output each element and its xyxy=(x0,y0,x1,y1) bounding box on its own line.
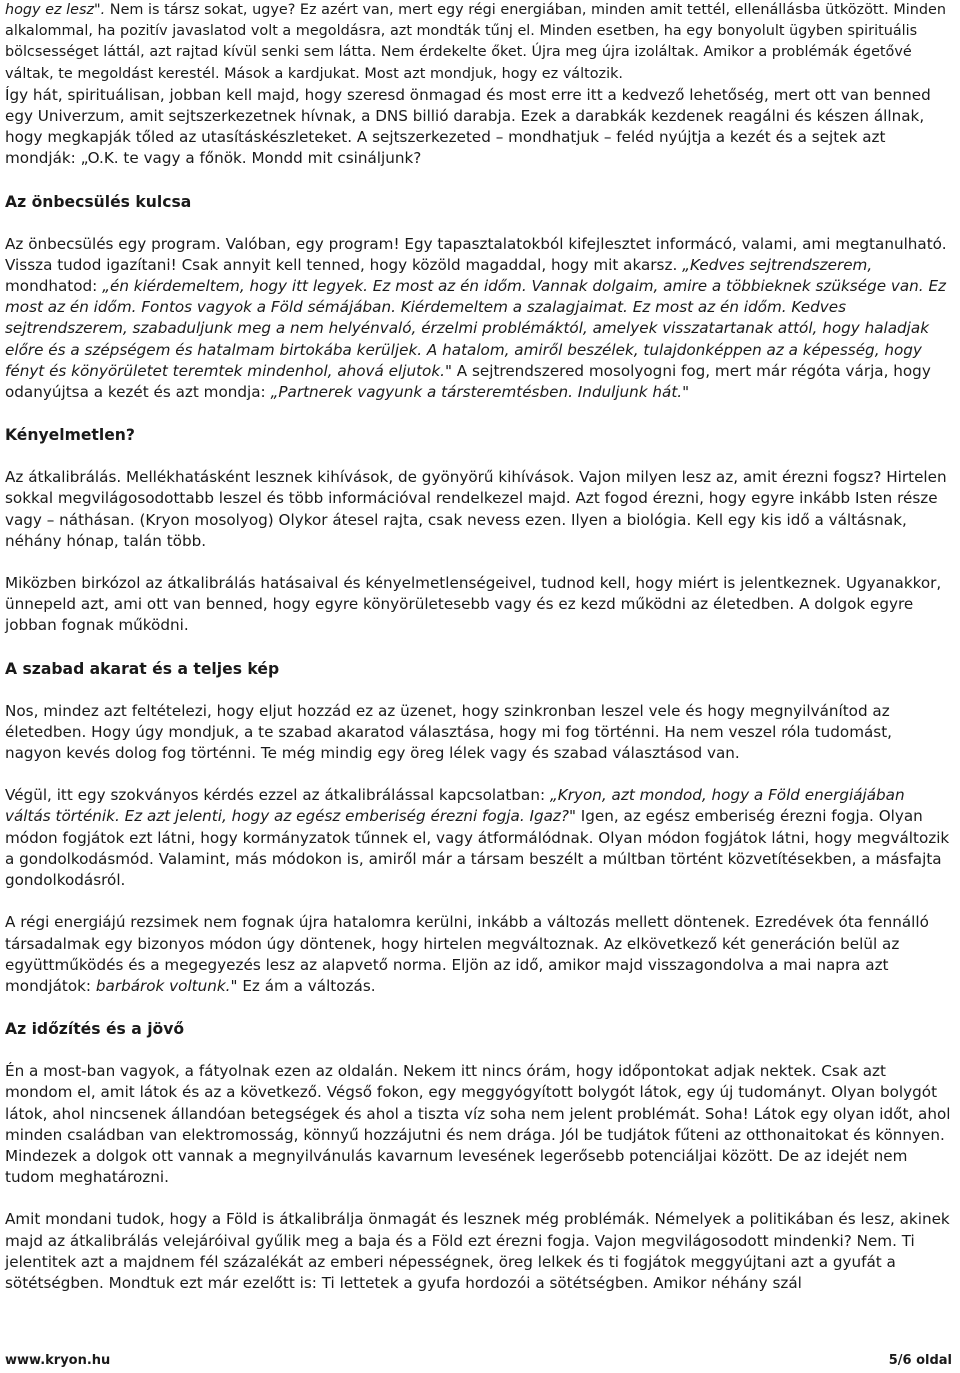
page-footer xyxy=(5,1353,952,1368)
self-esteem-text-1: Az önbecsülés egy program. Valóban, egy program! Egy tapasztalatokból kifejlesztet informácó, valami, ami megtanulható. Vissza tudod igazítani! Csak annyit kell tenned, hogy közöld magaddal, hogy mit akarsz. xyxy=(5,234,947,274)
regimes-text-2: Ez ám a változás. xyxy=(237,976,376,995)
intro-italic-quote: hogy ez lesz". xyxy=(5,2,106,18)
document-body xyxy=(5,0,953,1294)
footer-page-number: 5/6 oldal xyxy=(888,1353,952,1368)
section-heading-uncomfortable: Kényelmetlen? xyxy=(5,426,135,445)
regimes-text-1: A régi energiájú rezsimek nem fognak újra hatalomra kerülni, inkább a változás mellett döntenek. Ezredévek óta fennálló társadalmak egy bizonyos módon úgy döntenek, hogy hirtelen megváltoznak. Az elkövetkező két generáción belül az együttműködés és a megegyezés lesz az alapvető norma. Eljön az idő, amikor majd visszagondolva a mai napra azt mondjátok: xyxy=(5,913,929,995)
section-heading-self-esteem: Az önbecsülés kulcsa xyxy=(5,192,192,211)
free-will-paragraph-3 xyxy=(5,912,953,997)
intro-paragraph-1 xyxy=(5,0,953,85)
self-esteem-paragraph xyxy=(5,234,953,404)
free-will-paragraph-1: Nos, mindez azt feltételezi, hogy eljut hozzád ez az üzenet, hogy szinkronban leszel vele és hogy megnyilvánítod az életedben. Hogy úgy mondjuk, a te szabad akaratod választása, hogy mi fog történni. Ha nem veszel róla tudomást, nagyon kevés dolog fog történni. Te még mindig egy öreg lélek vagy és szabad választásod van. xyxy=(5,701,892,763)
free-will-paragraph-2 xyxy=(5,785,953,891)
self-esteem-quote-2: „én kiérdemeltem, hogy itt legyek. Ez most az én időm. Vannak dolgaim, amire a többieknek szüksége van. Ez most az én időm. Fontos vagyok a Föld sémájában. Kiérdemeltem a szalagjaimat. Ez most az én időm. Kedves sejtrendszerem, szabaduljunk meg a nem helyénvaló, érzelmi problémáktól, amelyek visszatartanak attól, hogy haladjak előre és a szépségem és hatalmam birtokába kerüljek. A hatalom, amiről beszélek, tulajdonképpen az a képesség, hogy fényt és könyörületet teremtek mindenhol, ahová eljutok." xyxy=(5,277,947,380)
free-will-text-1: Végül, itt egy szokványos kérdés ezzel az átkalibrálással kapcsolatban: xyxy=(5,786,550,805)
free-will-quote: „Kryon, azt mondod, hogy a Föld energiájában váltás történik. Ez azt jelenti, hogy az egész emberiség érezni fogja. Igaz?" xyxy=(5,786,905,826)
section-heading-free-will: A szabad akarat és a teljes kép xyxy=(5,659,280,678)
footer-site-link[interactable]: www.kryon.hu xyxy=(5,1353,111,1368)
intro-paragraph-2: Így hát, spirituálisan, jobban kell majd, hogy szeresd önmagad és most erre itt a kedvező lehetőség, mert ott van benned egy Univerzum, amit sejtszerkezetnek hívnak, a DNS billió darabja. Ezek a darabkák kezdenek reagálni és készen állnak, hogy megkapják tőled az utasításkészleteket. A sejtszerkezeted – mondhatjuk – feléd nyújtja a kezét és a sejtek azt mondják: „O.K. te vagy a főnök. Mondd mit csináljunk? xyxy=(5,85,931,168)
self-esteem-text-2: mondhatod: xyxy=(5,277,103,296)
self-esteem-text-3: A sejtrendszered mosolyogni fog, mert már régóta várja, hogy odanyújtsa a kezét és azt mondja: xyxy=(5,361,931,402)
free-will-text-2: Igen, az egész emberiség érezni fogja. Olyan módon fogjátok ezt látni, hogy kormányzatok tűnnek el, vagy átformálódnak. Olyan módon fogjátok látni, hogy megváltozik a gondolkodásmód. Valamint, más módokon is, amiről már a társam beszélt a múltban történt közvetítésekben, a másfajta gondolkodásról. xyxy=(5,807,950,890)
intro-text: Nem is társz sokat, ugye? Ez azért van, mert egy régi energiában, minden amit tettél, ellenállásba ütközött. Minden alkalommal, ha pozitív javaslatod volt a megoldásra, azt mondták tűnj el. Minden esetben, ha egy bonyolult ügyben spirituális bölcsességet láttál, azt rajtad kívül senki sem látta. Nem érdekelte őket. Újra meg újra izoláltak. Amikor a problémák égetővé váltak, te megoldást kerestél. Mások a kardjukat. Most azt mondjuk, hogy ez változik. xyxy=(5,2,946,82)
uncomfortable-paragraph-1: Az átkalibrálás. Mellékhatásként lesznek kihívások, de gyönyörű kihívások. Vajon milyen lesz az, amit érezni fogsz? Hirtelen sokkal megvilágosodottabb leszel és több információval rendelkezel majd. Azt fogod érezni, hogy egyre inkább Isten része vagy – náthásan. (Kryon mosolyog) Olykor átesel rajta, csak nevess ezen. Ilyen a biológia. Kell egy kis idő a váltásnak, néhány hónap, talán több. xyxy=(5,468,947,550)
uncomfortable-paragraph-2: Miközben birkózol az átkalibrálás hatásaival és kényelmetlenségeivel, tudnod kell, hogy miért is jelentkeznek. Ugyanakkor, ünnepeld azt, ami ott van benned, hogy egyre könyörületesebb vagy és ez kezd működni az életedben. A dolgok egyre jobban fognak működni. xyxy=(5,574,942,635)
self-esteem-quote-3: „Partnerek vagyunk a társteremtésben. Induljunk hát." xyxy=(270,383,690,402)
section-heading-timing: Az időzítés és a jövő xyxy=(5,1020,185,1039)
self-esteem-quote-1: „Kedves sejtrendszerem, xyxy=(682,255,873,274)
timing-paragraph-2: Amit mondani tudok, hogy a Föld is átkalibrálja önmagát és lesznek még problémák. Némelyek a politikában és lesz, akinek majd az átkalibrálás velejáróival gyűlik meg a baja és a Föld ezt érezni fogja. Vajon megvilágosodott mindenki? Nem. Ti jelentitek azt a majdnem fél százalékát az emberi népességnek, öreg lelkek és ti fogjátok meggyújtani azt a gyufát a sötétségben. Mondtuk ezt már ezelőtt is: Ti lettetek a gyufa hordozói a sötétségben. Amikor néhány szál xyxy=(5,1210,950,1292)
timing-paragraph-1: Én a most-ban vagyok, a fátyolnak ezen az oldalán. Nekem itt nincs órám, hogy időpontokat adjak nektek. Csak azt mondom el, amit látok és az a következő. Végső fokon, egy meggyógyított bolygót látok, egy új tudományt. Olyan bolygót látok, ahol nincsenek állandóan betegségek és ahol a tiszta víz soha nem jelent problémát. Soha! Látok egy olyan időt, ahol minden családban van elektromosság, könnyű hozzájutni és nem drága. Jól be tudjátok fűteni az otthonaitokat és könnyen. Mindezek a dolgok ott vannak a megnyilvánulás kavarnum levesének legerősebb potenciáljai között. De az idejét nem tudom meghatározni. xyxy=(5,1062,951,1187)
regimes-quote: barbárok voltunk." xyxy=(95,976,238,995)
